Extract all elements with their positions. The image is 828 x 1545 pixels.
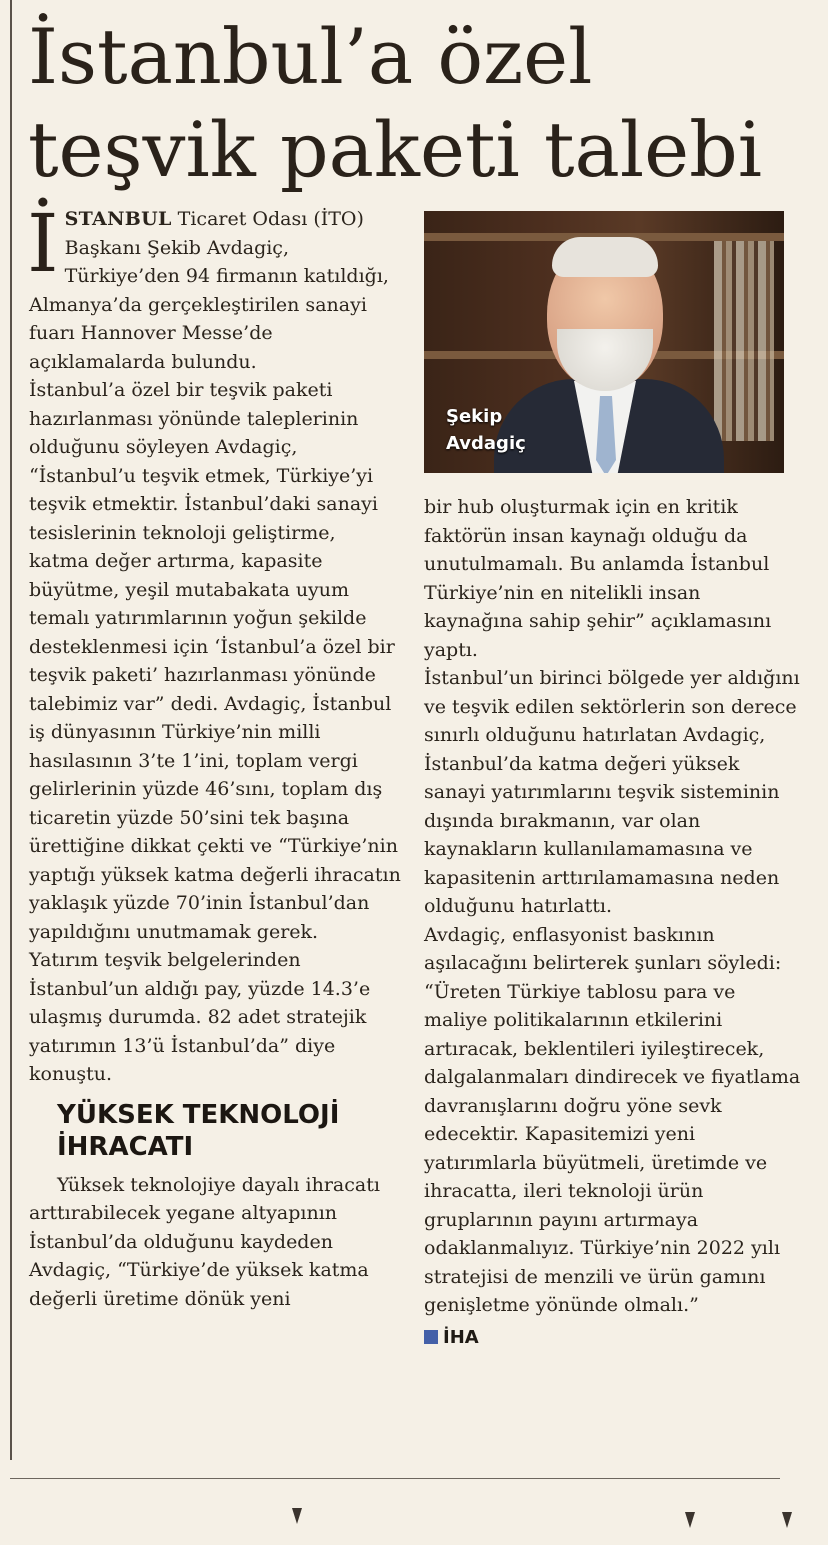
left-column	[27, 197, 401, 1313]
paragraph-1	[27, 197, 401, 376]
paragraph-6: İstanbul’un birinci bölgede yer aldığını ve teşvik edilen sektörlerin son derece sınırlı olduğunu hatırlatan Avdagiç, İstanbul’da katma değeri yüksek sanayi yatırımlarını teşvik sisteminin dışında bırakmanın, var olan kaynakların kullanılamamasına ve kapasitenin arttırılamamasına neden olduğunu hatırlattı.	[424, 667, 800, 917]
photo-caption-line-1: Şekip	[446, 406, 503, 427]
subheading-line-2: İHRACATI	[57, 1131, 194, 1162]
paragraph-5: bir hub oluşturmak için en kritik faktörün insan kaynağı olduğu da unutulmamalı. Bu anlamda İstanbul Türkiye’nin en nitelikli insan kaynağına sahip şehir” açıklamasını yaptı.	[424, 496, 772, 661]
paragraph-1-text: Ticaret Odası (İTO) Başkanı Şekib Avdagiç, Türkiye’den 94 firmanın katıldığı, Almanya’da gerçekleştirilen sanayi fuarı Hannover Messe’de açıklamalarda bulundu.	[29, 208, 389, 373]
books	[714, 241, 774, 441]
source-square-icon	[424, 1330, 438, 1344]
drop-cap: İ	[27, 197, 59, 290]
pin-mark-icon	[685, 1512, 695, 1528]
paragraph-4: Yüksek teknolojiye dayalı ihracatı arttırabilecek yegane altyapının İstanbul’da olduğunu kaydeden Avdagiç, “Türkiye’de yüksek katma değerli üretime dönük yeni	[29, 1173, 380, 1310]
headline-line-1: İstanbul’a özel	[28, 12, 593, 101]
subheading	[57, 1099, 401, 1163]
portrait-photo	[424, 211, 784, 473]
paragraph-2: İstanbul’a özel bir teşvik paketi hazırlanması yönünde taleplerinin olduğunu söyleyen Avdagiç, “İstanbul’u teşvik etmek, Türkiye’yi teşvik etmektir. İstanbul’daki sanayi tesislerinin teknoloji geliştirme, katma değer artırma, kapasite büyütme, yeşil mutabakata uyum temalı yatırımlarının yoğun şekilde desteklenmesi için ‘İstanbul’a özel bir teşvik paketi’ hazırlanması yönünde talebimiz var” dedi. Avdagiç, İstanbul iş dünyasının Türkiye’nin milli hasılasının 3’te 1’ini, toplam vergi gelirlerinin yüzde 46’sını, toplam dış ticaretin yüzde 50’sini tek başına ürettiğine dikkat çekti ve “Türkiye’nin yaptığı yüksek katma değerli ihracatın yaklaşık yüzde 70’inin İstanbul’dan yapıldığını unutmamak gerek.	[29, 379, 401, 943]
photo-caption	[446, 403, 526, 457]
pin-mark-icon	[292, 1508, 302, 1524]
photo-caption-line-2: Avdagiç	[446, 433, 526, 454]
source-credit	[424, 1324, 804, 1353]
hair	[552, 237, 658, 277]
bottom-rule	[10, 1478, 780, 1479]
lead-word: STANBUL	[64, 208, 172, 230]
headline-line-2: teşvik paketi talebi	[28, 105, 763, 194]
pin-mark-icon	[782, 1512, 792, 1528]
paragraph-3: Yatırım teşvik belgelerinden İstanbul’un aldığı pay, yüzde 14.3’e ulaşmış durumda. 82 adet stratejik yatırımın 13’ü İstanbul’da” diye konuştu.	[29, 949, 371, 1085]
right-column	[424, 493, 804, 1352]
left-column-rule	[10, 0, 12, 1460]
subheading-line-1: YÜKSEK TEKNOLOJİ	[57, 1099, 340, 1130]
headline	[28, 10, 818, 196]
paragraph-7: Avdagiç, enflasyonist baskının aşılacağını belirterek şunları söyledi: “Üreten Türkiye tablosu para ve maliye politikalarının etkilerini artıracak, beklentileri iyileştirecek, dalgalanmaları dindirecek ve fiyatlama davranışlarını doğru yöne sevk edecektir. Kapasitemizi yeni yatırımlarla büyütmeli, üretimde ve ihracatta, ileri teknoloji ürün gruplarının payını artırmaya odaklanmalıyız. Türkiye’nin 2022 yılı stratejisi de menzili ve ürün gamını genişletme yönünde olmalı.”	[424, 923, 801, 1316]
source-label: İHA	[443, 1326, 479, 1348]
